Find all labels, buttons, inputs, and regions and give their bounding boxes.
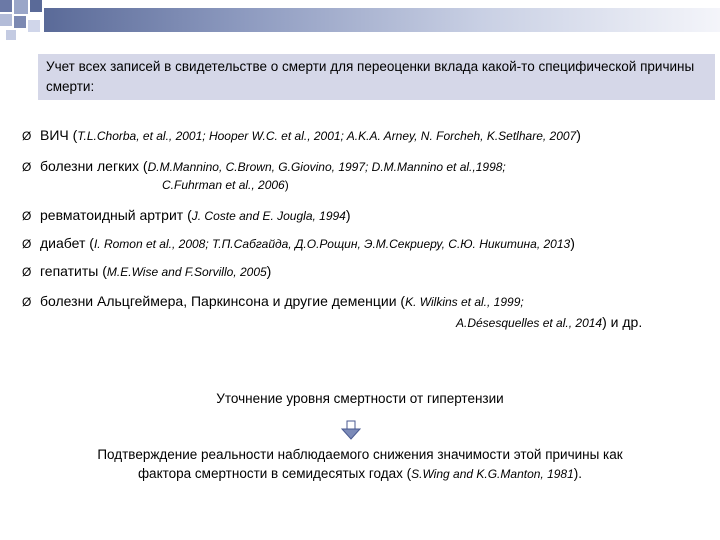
item-label: болезни легких (40, 158, 140, 174)
intro-box: Учет всех записей в свидетельстве о смерти для переоценки вклада какой-то специфической причины смерти: (38, 54, 715, 100)
item-ref-continuation: A.Désesquelles et al., 2014) и др. (456, 314, 643, 330)
item-ref: D.M.Mannino, C.Brown, G.Giovino, 1997; D.M.Mannino et al.,1998; (147, 160, 506, 174)
list-item: Ø гепатиты (M.E.Wise and F.Sorvillo, 2005) (22, 263, 272, 279)
item-ref: M.E.Wise and F.Sorvillo, 2005 (106, 265, 267, 279)
item-ref-continuation: C.Fuhrman et al., 2006) (162, 178, 289, 192)
item-label: ВИЧ (40, 127, 69, 143)
down-arrow-icon (341, 420, 361, 440)
item-ref: K. Wilkins et al., 1999; (405, 295, 524, 309)
item-label: ревматоидный артрит (40, 207, 184, 223)
confirmation-line-2: фактора смертности в семидесятых годах (S.Wing and K.G.Manton, 1981). (137, 466, 583, 481)
bullet-arrow-icon: Ø (22, 237, 32, 251)
bullet-arrow-icon: Ø (22, 129, 32, 143)
list-item: Ø болезни Альцгеймера, Паркинсона и другие деменции (K. Wilkins et al., 1999; (22, 293, 524, 309)
bullet-arrow-icon: Ø (22, 265, 32, 279)
item-ref: J. Coste and E. Jougla, 1994 (191, 209, 346, 223)
confirmation-ref: S.Wing and K.G.Manton, 1981 (411, 467, 574, 481)
item-label: болезни Альцгеймера, Паркинсона и другие деменции (40, 293, 397, 309)
bullet-arrow-icon: Ø (22, 160, 32, 174)
item-label: гепатиты (40, 263, 99, 279)
list-item: Ø ревматоидный артрит (J. Coste and E. Jougla, 1994) (22, 207, 351, 223)
list-item: Ø диабет (I. Romon et al., 2008; Т.П.Сабгайда, Д.О.Рощин, Э.М.Секриеру, С.Ю. Никитина, 2013) (22, 235, 575, 251)
item-ref: I. Romon et al., 2008; Т.П.Сабгайда, Д.О.Рощин, Э.М.Секриеру, С.Ю. Никитина, 2013 (93, 237, 571, 251)
bullet-arrow-icon: Ø (22, 295, 32, 309)
bullet-arrow-icon: Ø (22, 209, 32, 223)
list-item: Ø ВИЧ (T.L.Chorba, et al., 2001; Hooper W.C. et al., 2001; A.K.A. Arney, N. Forcheh, K.Setlhare, 2007) (22, 127, 581, 143)
refinement-text: Уточнение уровня смертности от гипертензии (216, 391, 504, 406)
list-item: Ø болезни легких (D.M.Mannino, C.Brown, G.Giovino, 1997; D.M.Mannino et al.,1998; (22, 158, 506, 174)
item-ref: T.L.Chorba, et al., 2001; Hooper W.C. et al., 2001; A.K.A. Arney, N. Forcheh, K.Setlhare, 2007 (77, 129, 577, 143)
item-label: диабет (40, 235, 86, 251)
confirmation-line-1: Подтверждение реальности наблюдаемого снижения значимости этой причины как (97, 447, 623, 462)
